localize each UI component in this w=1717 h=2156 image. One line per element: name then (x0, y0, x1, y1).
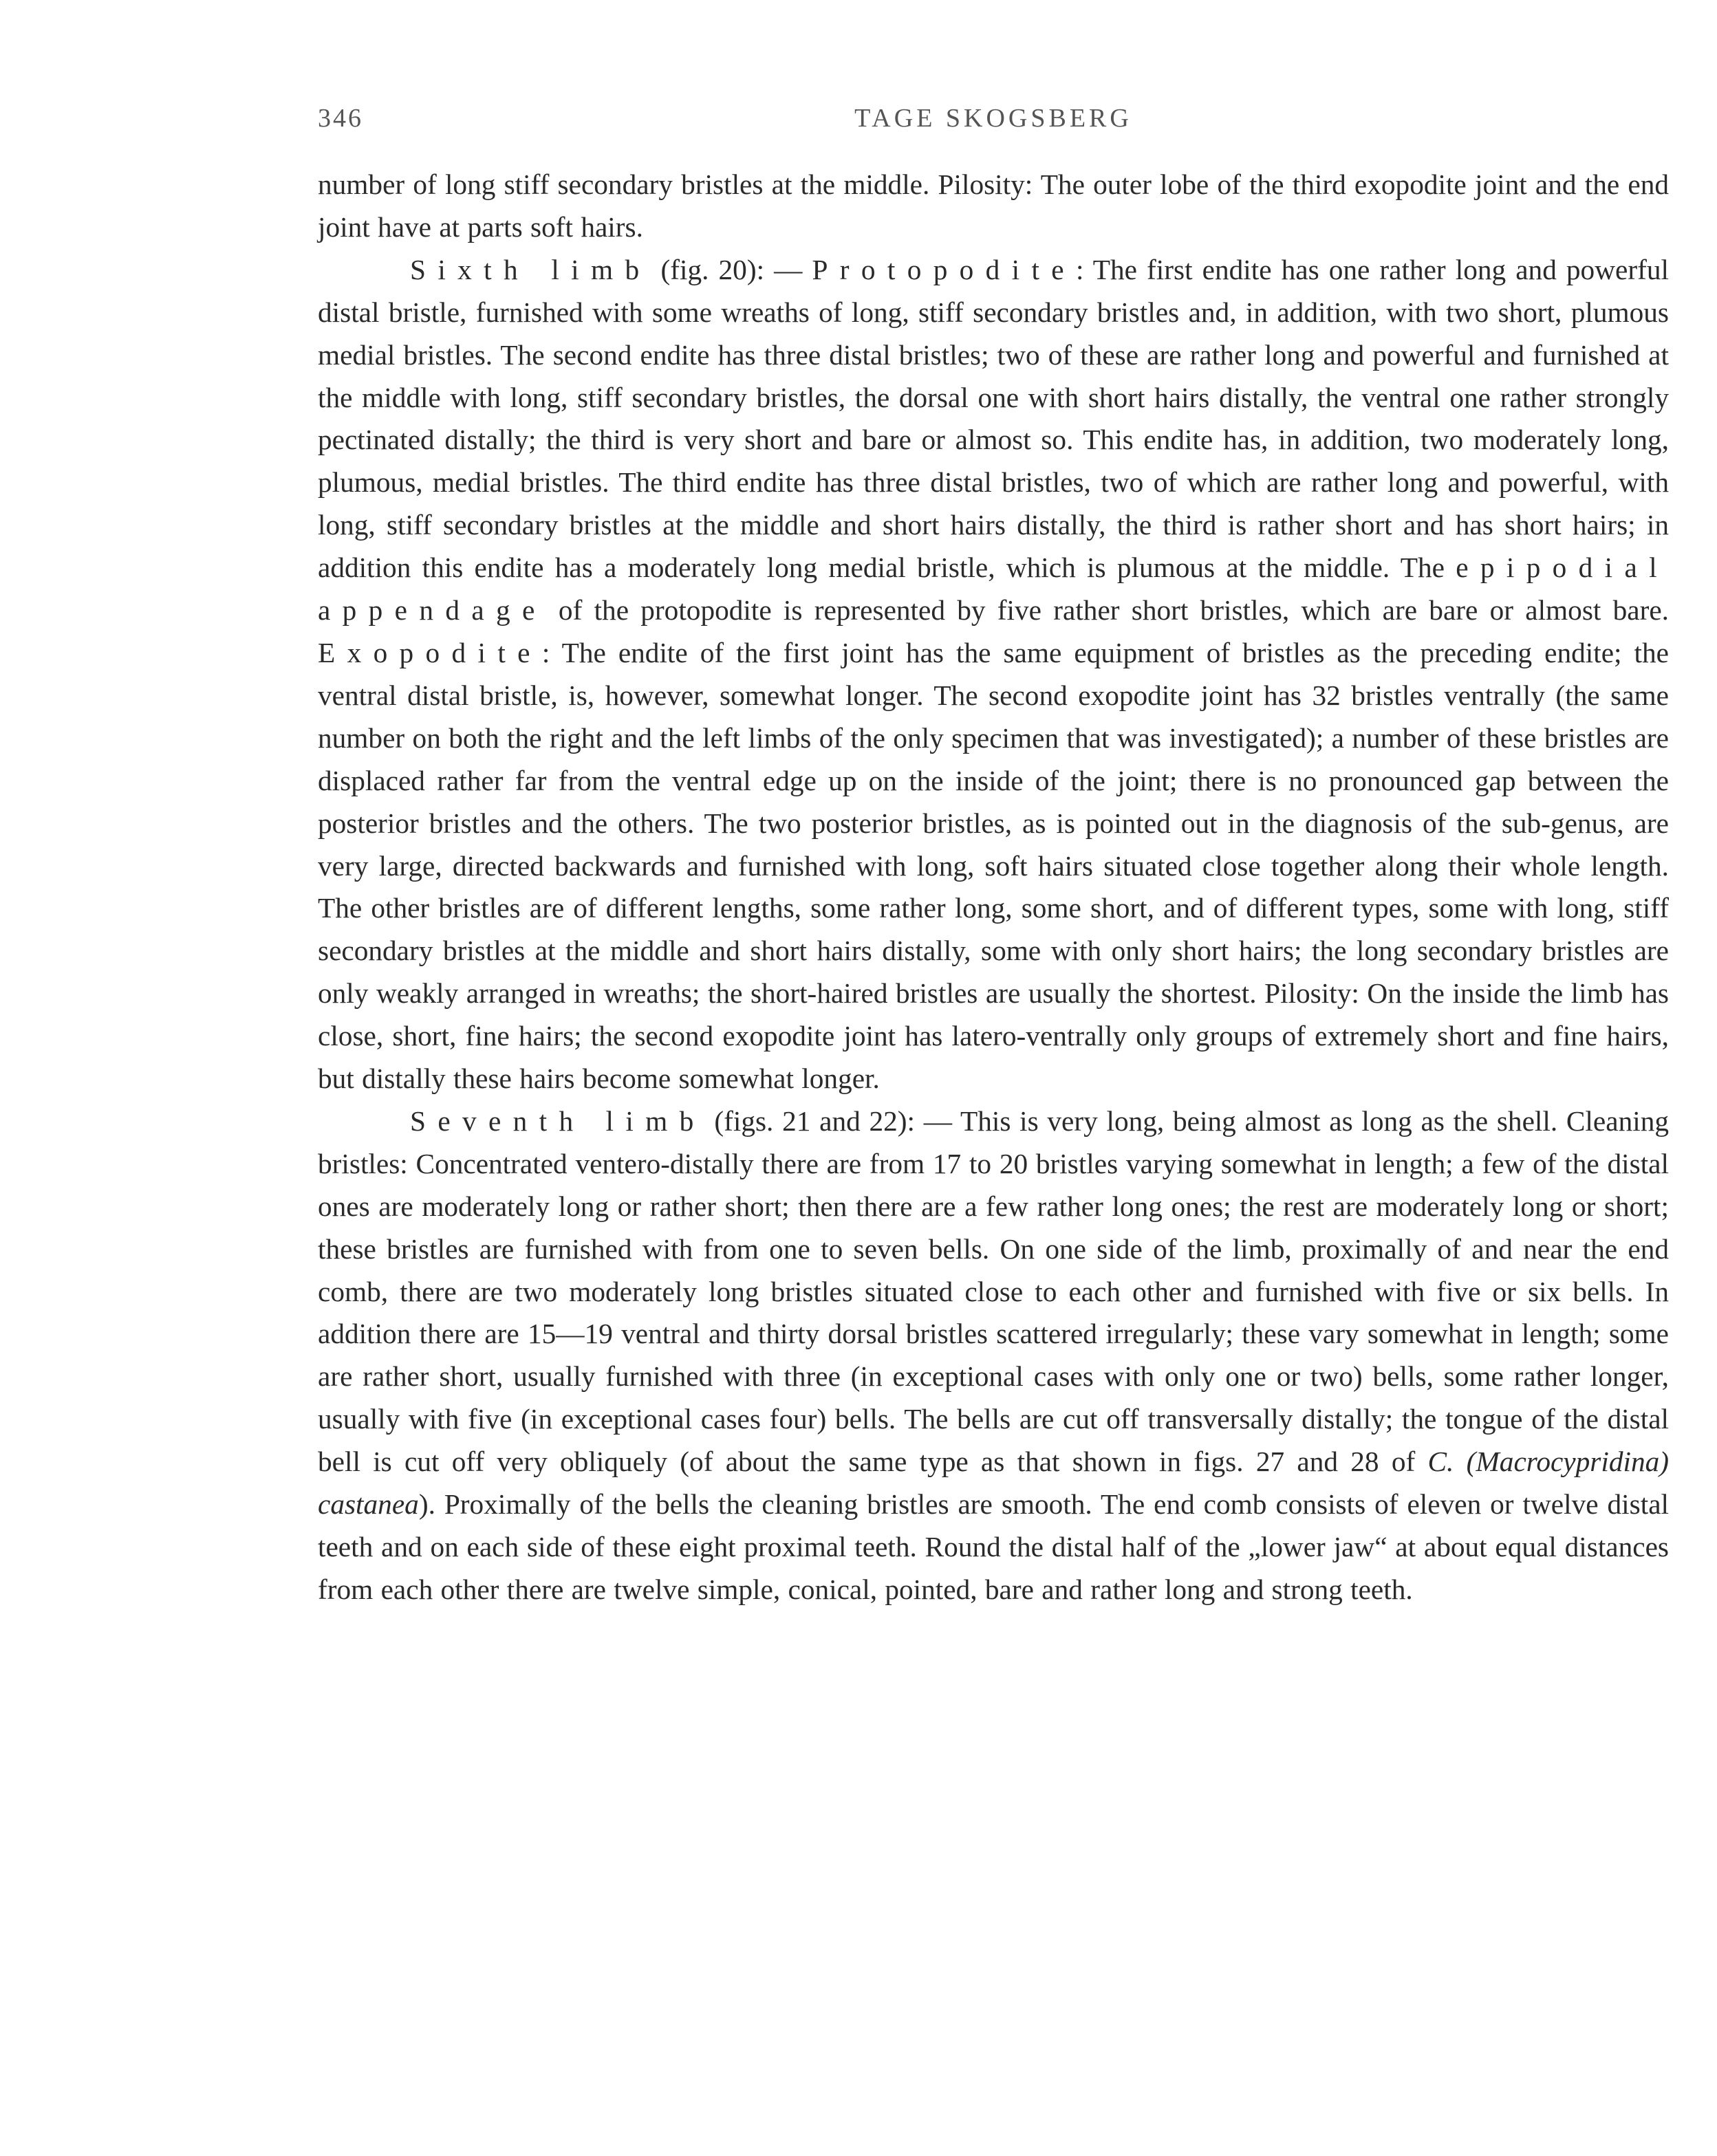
subheading-protopodite: Protopodite (812, 253, 1076, 285)
page (318, 103, 1669, 1611)
paragraph-text: number of long stiff secondary bristles at the middle. Pilosity: The outer lobe of the third exopodite joint and the end joint have at parts soft hairs. (318, 168, 1669, 243)
paragraph-seventh-limb (318, 1100, 1669, 1611)
paragraph-text: : The endite of the first joint has the same equipment of bristles as the preceding endite; the ventral distal bristle, is, however, somewhat longer. The second exopodite joint has 32 bristles ventrally (the same number on both the right and the left limbs of the only specimen that was investigated); a number of these bristles are displaced rather far from the ventral edge up on the inside of the joint; there is no pronounced gap between the posterior bristles and the others. The two posterior bristles, as is pointed out in the diagnosis of the sub-genus, are very large, directed backwards and furnished with long, soft hairs situated close together along their whole length. The other bristles are of different lengths, some rather long, some short, and of different types, some with long, stiff secondary bristles at the middle and short hairs distally, some with only short hairs; the long secondary bristles are only weakly arranged in wreaths; the short-haired bristles are usually the shortest. Pilosity: On the inside the limb has close, short, fine hairs; the second exopodite joint has latero-ventrally only groups of extremely short and fine hairs, but distally these hairs become somewhat longer. (318, 636, 1669, 1095)
subheading-exopodite: Exopodite (318, 636, 542, 668)
subheading-epipodial-appendage: epipodial appendage (318, 552, 1669, 627)
paragraph-text: (figs. 21 and 22): — This is very long, being almost as long as the shell. Cleaning bristles: Concentrated ventero-distally there are from 17 to 20 bristles varying somewhat in length; a few of the distal ones are moderately long or rather short; then there are a few rather long ones; the rest are moderately long or short; these bristles are furnished with from one to seven bells. On one side of the limb, proximally of and near the end comb, there are two moderately long bristles situated close to each other and furnished with five or six bells. In addition there are 15—19 ventral and thirty dorsal bristles scattered irregularly; these vary somewhat in length; some are rather short, usually furnished with three (in exceptional cases with only one or two) bells, some rather longer, usually with five (in exceptional cases four) bells. The bells are cut off transversally distally; the tongue of the distal bell is cut off very obliquely (of about the same type as that shown in figs. 27 and 28 of (318, 1104, 1669, 1478)
section-heading-seventh-limb: Seventh limb (410, 1104, 706, 1137)
paragraph-text: : The first endite has one rather long and powerful distal bristle, furnished with some wreaths of long, stiff secondary bristles and, in addition, with two short, plumous medial bristles. The second endite has three distal bristles; two of these are rather long and powerful and furnished at the middle with long, stiff secondary bristles, the dorsal one with short hairs distally, the ventral one rather strongly pectinated distally; the third is very short and bare or almost so. This endite has, in addition, two moderately long, plumous, medial bristles. The third endite has three distal bristles, two of which are rather long and powerful, with long, stiff secondary bristles at the middle and short hairs distally, the third is rather short and has short hairs; in addition this endite has a moderately long medial bristle, which is plumous at the middle. The (318, 253, 1669, 584)
figure-reference: (fig. 20): — (651, 253, 812, 285)
paragraph-fifth-limb-end (318, 164, 1669, 249)
section-heading-sixth-limb: Sixth limb (410, 253, 651, 285)
body-text (318, 164, 1669, 1611)
species-name: C. (Macrocypridina) castanea (318, 1446, 1669, 1521)
paragraph-sixth-limb (318, 249, 1669, 1100)
paragraph-text: ). Proximally of the bells the cleaning bristles are smooth. The end comb consists of eleven or twelve distal teeth and on each side of these eight proximal teeth. Round the distal half of the „lower jaw“ at about equal distances from each other there are twelve simple, conical, pointed, bare and rather long and strong teeth. (318, 1488, 1669, 1605)
running-title: TAGE SKOGSBERG (854, 104, 1132, 133)
page-number: 346 (318, 104, 363, 133)
paragraph-text: of the protopodite is represented by five rather short bristles, which are bare or almost bare. (546, 594, 1669, 627)
running-head (318, 103, 1669, 144)
